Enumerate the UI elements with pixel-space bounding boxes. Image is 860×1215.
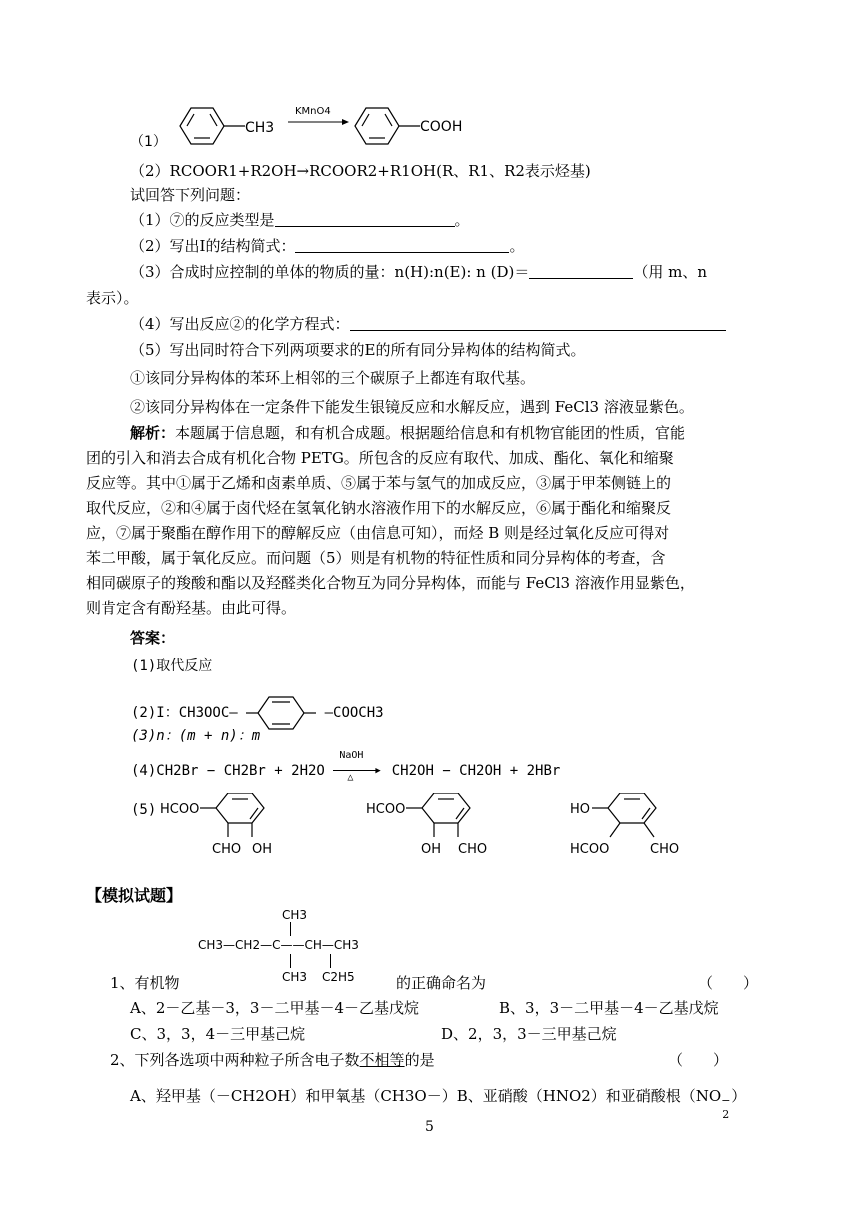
question-1: （1）⑦的反应类型是 。 bbox=[130, 211, 470, 229]
svg-text:HCOO: HCOO bbox=[570, 842, 610, 857]
analysis-line-2: 团的引入和消去合成有机化合物 PETG。所包含的反应有取代、加成、酯化、氧化和缩聚 bbox=[86, 449, 674, 467]
isomer-1 bbox=[160, 793, 340, 863]
mock-heading: 【模拟试题】 bbox=[86, 886, 183, 905]
analysis-line-7: 相同碳原子的羧酸和酯以及羟醛类化合物互为同分异构体，而能与 FeCl3 溶液作用显紫色， bbox=[86, 574, 695, 592]
toluene-ring bbox=[180, 108, 245, 144]
question-3: （3）合成时应控制的单体的物质的量：n(H):n(E): n (D)＝ （用 m、n bbox=[130, 263, 707, 281]
mock-question-1: 1、有机物 bbox=[110, 974, 180, 992]
svg-text:CHO: CHO bbox=[212, 842, 242, 857]
svg-text:OH: OH bbox=[421, 842, 442, 857]
question-4: （4）写出反应②的化学方程式： bbox=[130, 314, 726, 334]
condition-1: ①该同分异构体的苯环上相邻的三个碳原子上都连有取代基。 bbox=[130, 369, 536, 387]
hydrolysis-arrow: NaOH ▶ △ bbox=[333, 761, 383, 781]
info-item-2: （2）RCOOR1+R2OH→RCOOR2+R1OH(R、R1、R2表示烃基) bbox=[130, 162, 591, 180]
answer-4: (4)CH2Br − CH2Br + 2H2O NaOH ▶ △ CH2OH − CH2OH + 2HBr bbox=[131, 750, 561, 783]
svg-text:OH: OH bbox=[252, 842, 273, 857]
mock-question-1-paren: （ ） bbox=[698, 974, 759, 992]
answer-blank bbox=[275, 211, 455, 227]
answer-blank bbox=[529, 263, 633, 279]
svg-text:CHO: CHO bbox=[458, 842, 488, 857]
analysis-line-1: 解析：本题属于信息题，和有机合成题。根据题给信息和有机物官能团的性质，官能 bbox=[130, 424, 686, 442]
isomer-3 bbox=[570, 793, 750, 863]
svg-text:HCOO: HCOO bbox=[366, 802, 406, 817]
svg-text:HCOO: HCOO bbox=[160, 802, 200, 817]
benzoic-acid-ring bbox=[355, 108, 420, 144]
branched-alkane-structure: CH3 CH3—CH2—C——CH—CH3 CH3 C2H5 bbox=[198, 908, 359, 984]
analysis-line-5: 应，⑦属于聚酯在醇作用下的醇解反应（由信息可知），而烃 B 则是经过氧化反应可得对 bbox=[86, 524, 670, 542]
question-5: （5）写出同时符合下列两项要求的E的所有同分异构体的结构简式。 bbox=[130, 341, 586, 359]
analysis-line-3: 反应等。其中①属于乙烯和卤素单质、⑤属于苯与氢气的加成反应，③属于甲苯侧链上的 bbox=[86, 474, 672, 492]
answer-2: (2)I：CH3OOC— —COOCH3 bbox=[131, 693, 384, 733]
answer-blank bbox=[350, 315, 726, 331]
svg-text:HO: HO bbox=[570, 802, 591, 817]
answer-3: (3)n：(m + n)：m bbox=[131, 728, 261, 744]
answer-5-label: (5) bbox=[131, 802, 157, 818]
carboxyl-group: COOH bbox=[420, 119, 463, 135]
reaction-1-number: （1） bbox=[130, 134, 167, 150]
answer-blank bbox=[295, 237, 509, 253]
toluene-methyl: CH3 bbox=[245, 120, 275, 136]
answer-1: (1)取代反应 bbox=[131, 658, 213, 674]
answer-label: 答案： bbox=[130, 629, 176, 647]
questions-intro: 试回答下列问题： bbox=[130, 186, 251, 204]
option-2A: A、羟甲基（－CH2OH）和甲氧基（CH3O－）B、亚硝酸（HNO2）和亚硝酸根（NO − 2 ） bbox=[130, 1087, 747, 1121]
condition-2: ②该同分异构体在一定条件下能发生银镜反应和水解反应，遇到 FeCl3 溶液显紫色。 bbox=[130, 398, 694, 416]
option-1D: D、2，3，3－三甲基己烷 bbox=[441, 1025, 617, 1043]
oxidant-label: KMnO4 bbox=[295, 106, 331, 117]
analysis-line-6: 苯二甲酸，属于氧化反应。而问题（5）则是有机物的特征性质和同分异构体的考查，含 bbox=[86, 549, 666, 567]
analysis-line-4: 取代反应，②和④属于卤代烃在氢氧化钠水溶液作用下的水解反应，⑥属于酯化和缩聚反 bbox=[86, 499, 672, 517]
option-1A: A、2－乙基－3，3－二甲基－4－乙基戊烷 bbox=[130, 999, 420, 1017]
option-1C: C、3，3，4－三甲基己烷 bbox=[130, 1025, 306, 1043]
reaction-1-scheme bbox=[130, 96, 610, 156]
mock-question-2-paren: （ ） bbox=[668, 1051, 729, 1069]
mock-question-1-post: 的正确命名为 bbox=[396, 974, 487, 992]
isomer-2 bbox=[366, 793, 546, 863]
question-3-cont: 表示）。 bbox=[86, 289, 139, 307]
question-2: （2）写出I的结构简式： 。 bbox=[130, 237, 525, 255]
analysis-line-8: 则肯定含有酚羟基。由此可得。 bbox=[86, 599, 297, 617]
option-1B: B、3，3－二甲基－4－乙基戊烷 bbox=[499, 999, 719, 1017]
page-number: 5 bbox=[425, 1119, 434, 1135]
analysis-label: 解析： bbox=[130, 424, 176, 442]
svg-text:CHO: CHO bbox=[650, 842, 680, 857]
mock-question-2: 2、下列各选项中两种粒子所含电子数不相等的是 bbox=[110, 1051, 435, 1069]
